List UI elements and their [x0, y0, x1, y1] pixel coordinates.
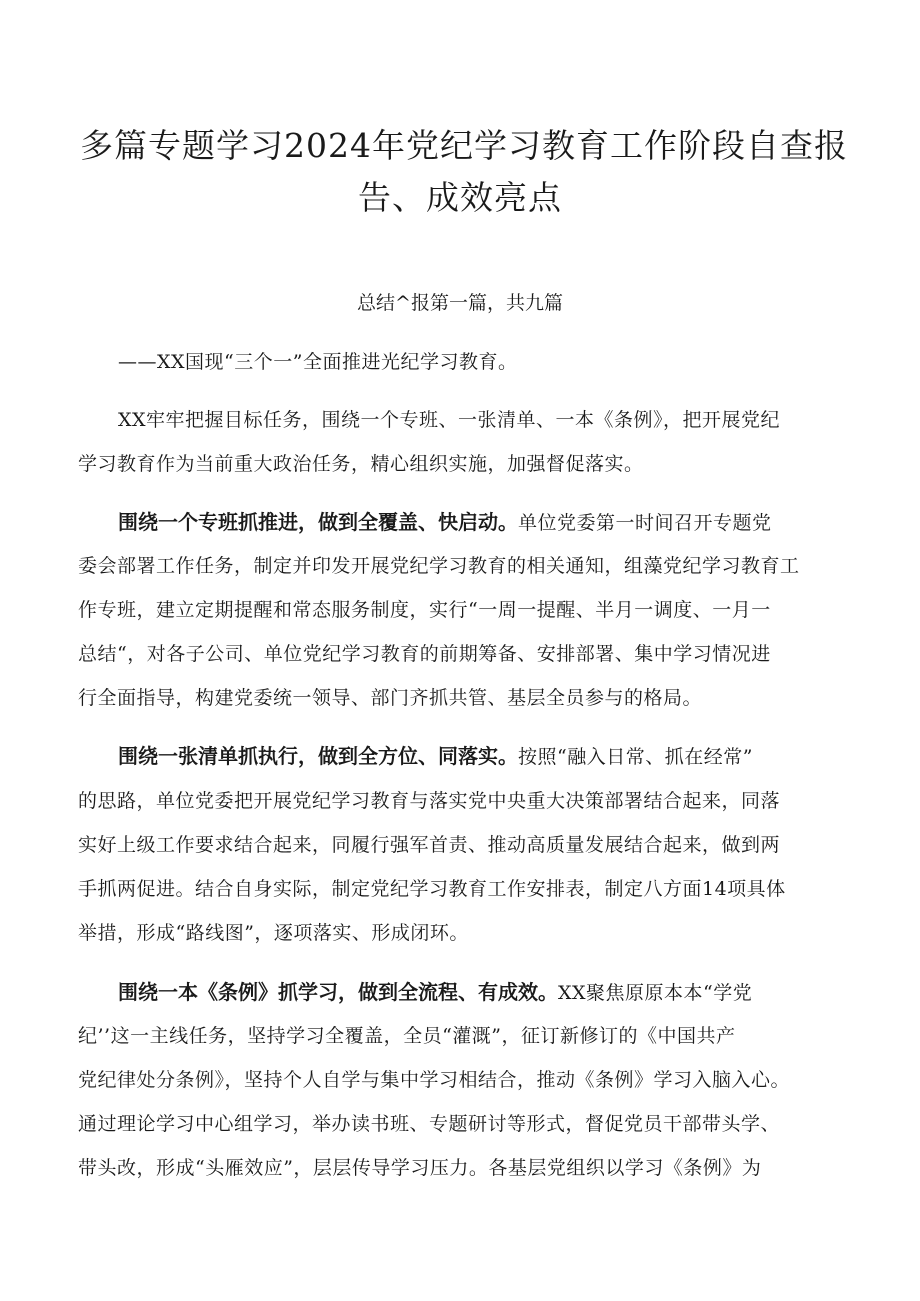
paragraph-4-line-1-text: 按照“融入日常、抓在经常” — [518, 746, 753, 768]
paragraph-4-line-3: 实好上级工作要求结合起来，同履行强军首责、推动高质量发展结合起来，做到两 — [78, 834, 781, 856]
paragraph-4-line-2: 的思路，单位党委把开展党纪学习教育与落实党中央重大决策部署结合起来，同落 — [78, 790, 781, 812]
document-subtitle: 总结^报第一篇，共九篇 — [357, 292, 563, 314]
paragraph-3-lead: 围绕一个专班抓推进，做到全覆盖、快启动。 — [118, 510, 518, 534]
paragraph-2-line-2: 学习教育作为当前重大政治任务，精心组织实施，加强督促落实。 — [78, 453, 644, 475]
paragraph-3-line-3: 作专班，建立定期提醒和常态服务制度，实行“一周一提醒、半月一调度、一月一 — [78, 599, 771, 621]
document-title — [80, 120, 848, 224]
paragraph-5-lead: 围绕一本《条例》抓学习，做到全流程、有成效。 — [118, 980, 558, 1004]
paragraph-3-line-1-text: 单位党委第一时间召开专题党 — [518, 512, 772, 534]
paragraph-4-line-4: 手抓两促进。结合自身实际，制定党纪学习教育工作安排表，制定八方面14项具体 — [78, 878, 786, 900]
title-line-1: 多篇专题学习2024年党纪学习教育工作阶段自查报 — [80, 126, 848, 165]
paragraph-5-line-1 — [118, 977, 752, 1008]
paragraph-1-line-1: ——XX国现“三个一”全面推进光纪学习教育。 — [118, 351, 518, 373]
title-line-2: 告、成效亮点 — [358, 178, 562, 217]
paragraph-3-line-2: 委会部署工作任务，制定并印发开展党纪学习教育的相关通知，组藻党纪学习教育工 — [78, 555, 800, 577]
paragraph-3-line-4: 总结“，对各子公司、单位党纪学习教育的前期筹备、安排部署、集中学习情况进 — [78, 643, 771, 665]
paragraph-5-line-4: 通过理论学习中心组学习，举办读书班、专题研讨等形式，督促党员干部带头学、 — [78, 1113, 781, 1135]
paragraph-5-line-5: 带头改，形成“头雁效应”，层层传导学习压力。各基层党组织以学习《条例》为 — [78, 1157, 762, 1179]
paragraph-4-line-1 — [118, 741, 753, 772]
paragraph-5-line-3: 党纪律处分条例》，坚持个人自学与集中学习相结合，推动《条例》学习入脑入心。 — [78, 1069, 791, 1091]
paragraph-4-line-5: 举措，形成“路线图”，逐项落实、形成闭环。 — [78, 922, 469, 944]
paragraph-5-line-2: 纪’’这一主线任务，坚持学习全覆盖，全员“灌溉”，征订新修订的《中国共产 — [78, 1025, 736, 1047]
paragraph-3-line-1 — [118, 507, 772, 538]
paragraph-4-lead: 围绕一张清单抓执行，做到全方位、同落实。 — [118, 744, 518, 768]
paragraph-5-line-1-text: XX聚焦原原本本“学党 — [558, 982, 753, 1004]
paragraph-3-line-5: 行全面指导，构建党委统一领导、部门齐抓共管、基层全员参与的格局。 — [78, 687, 703, 709]
paragraph-2-line-1: XX牢牢把握目标任务，围绕一个专班、一张清单、一本《条例》，把开展党纪 — [118, 409, 781, 431]
